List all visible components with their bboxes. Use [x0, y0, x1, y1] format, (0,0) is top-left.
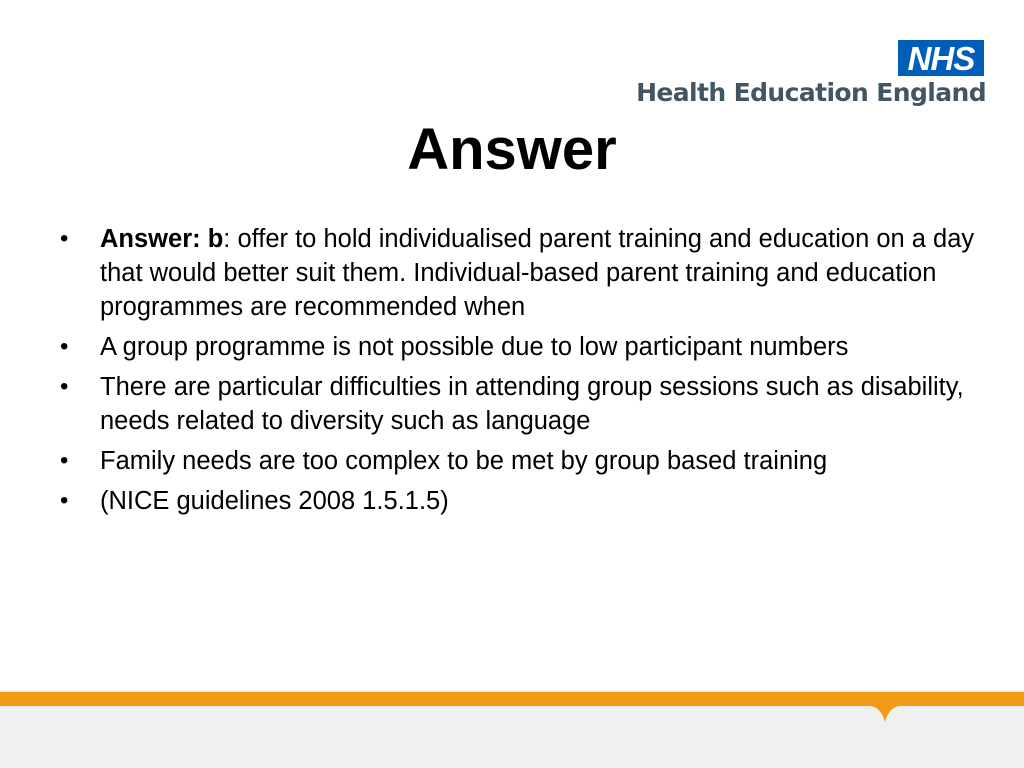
bullet-glyph: • [60, 487, 69, 514]
answer-lead: Answer: b [100, 225, 224, 253]
nhs-logo-text: NHS [907, 40, 975, 76]
bullet-text: (NICE guidelines 2008 1.5.1.5) [100, 487, 449, 515]
bullet-glyph: • [60, 447, 69, 474]
bullet-glyph: • [60, 333, 69, 360]
bullet-text: Family needs are too complex to be met by group based training [100, 447, 828, 475]
bullet-text: A group programme is not possible due to low participant numbers [100, 333, 849, 361]
bullet-glyph: • [60, 225, 69, 252]
organisation-name: Health Education England [636, 78, 986, 107]
footer-band [0, 690, 1024, 768]
bullet-item [60, 370, 980, 438]
bullet-item [60, 484, 980, 518]
bullet-text: : offer to hold individualised parent training and education on a day that would better suit them. Individual-based parent training and education programmes are recommended when [100, 225, 975, 321]
slide-title: Answer [407, 117, 617, 182]
hee-logo [636, 40, 986, 112]
bullet-item [60, 444, 980, 478]
bullet-item [60, 330, 980, 364]
nhs-logo-icon [898, 40, 984, 76]
bullet-list [60, 222, 980, 524]
bullet-glyph: • [60, 373, 69, 400]
bullet-text: There are particular difficulties in attending group sessions such as disability, needs related to diversity such as language [100, 373, 964, 435]
bullet-item [60, 222, 980, 324]
